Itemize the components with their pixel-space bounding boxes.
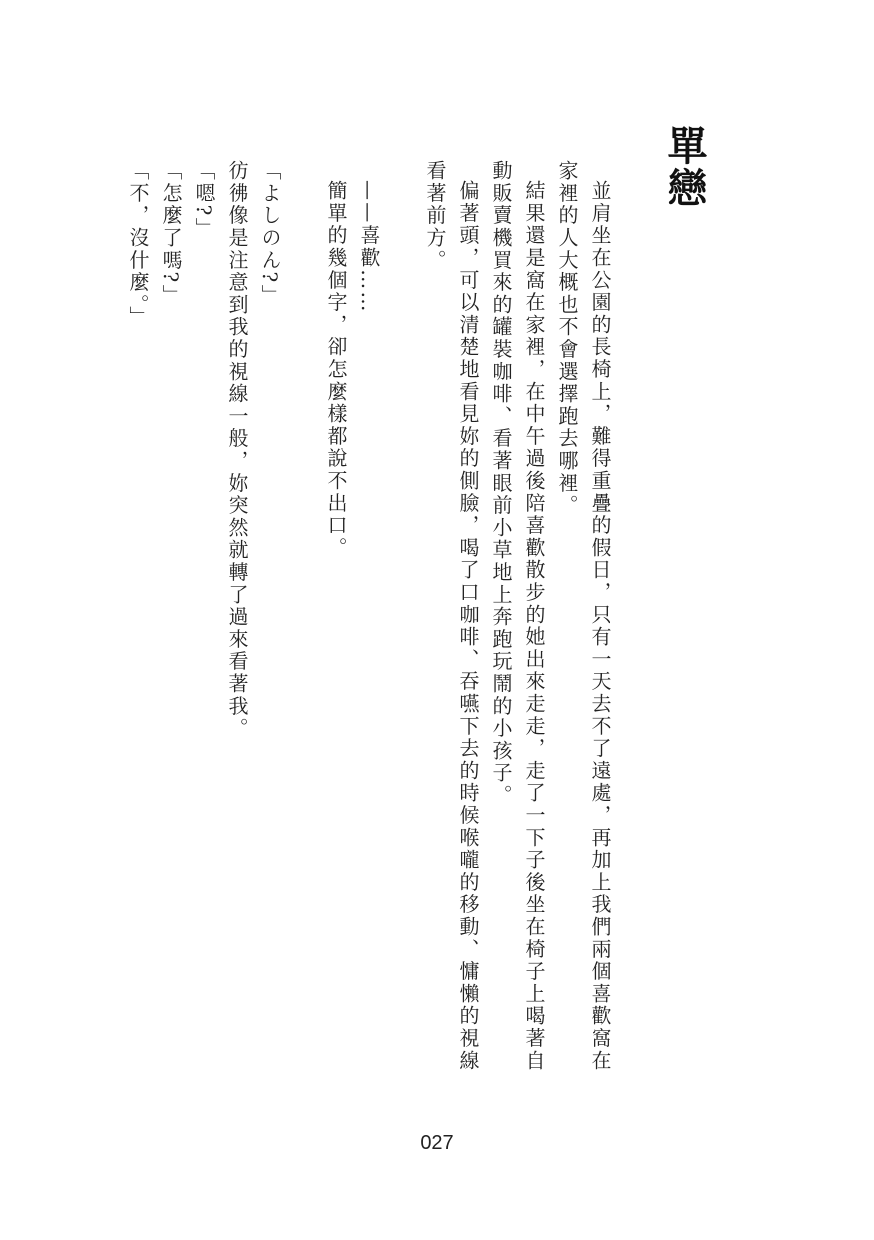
blank-line xyxy=(385,160,418,1080)
paragraph: 簡單的幾個字，卻怎麼樣都說不出口。 xyxy=(324,180,348,560)
dialogue-line: 「嗯?」 xyxy=(192,160,216,240)
paragraph: 並肩坐在公園的長椅上，難得重疊的假日，只有一天去不了遠處，再加上我們兩個喜歡窩在家裡的人大概也不會選擇跑去哪裡。 xyxy=(555,160,612,1072)
chapter-title: 單戀 xyxy=(661,125,707,209)
paragraph: 偏著頭，可以清楚地看見妳的側臉，喝了口咖啡、吞嚥下去的時候喉嚨的移動、慵懶的視線看著前方。 xyxy=(423,160,480,1072)
dialogue-line: 「不，沒什麼。」 xyxy=(126,160,150,329)
body-text xyxy=(121,160,616,1080)
paragraph: 結果還是窩在家裡，在中午過後陪喜歡散步的她出來走走，走了一下子後坐在椅子上喝著自動販賣機買來的罐裝咖啡、看著眼前小草地上奔跑玩鬧的小孩子。 xyxy=(489,160,546,1072)
page-number: 027 xyxy=(420,1132,454,1154)
dialogue-line: 「怎麼了嗎?」 xyxy=(159,160,183,307)
dialogue-line: 「よしのん?」 xyxy=(258,160,282,307)
paragraph: 彷彿像是注意到我的視線一般，妳突然就轉了過來看著我。 xyxy=(225,160,249,740)
paragraph: ——喜歡…… xyxy=(357,180,381,314)
blank-line xyxy=(286,160,319,1080)
